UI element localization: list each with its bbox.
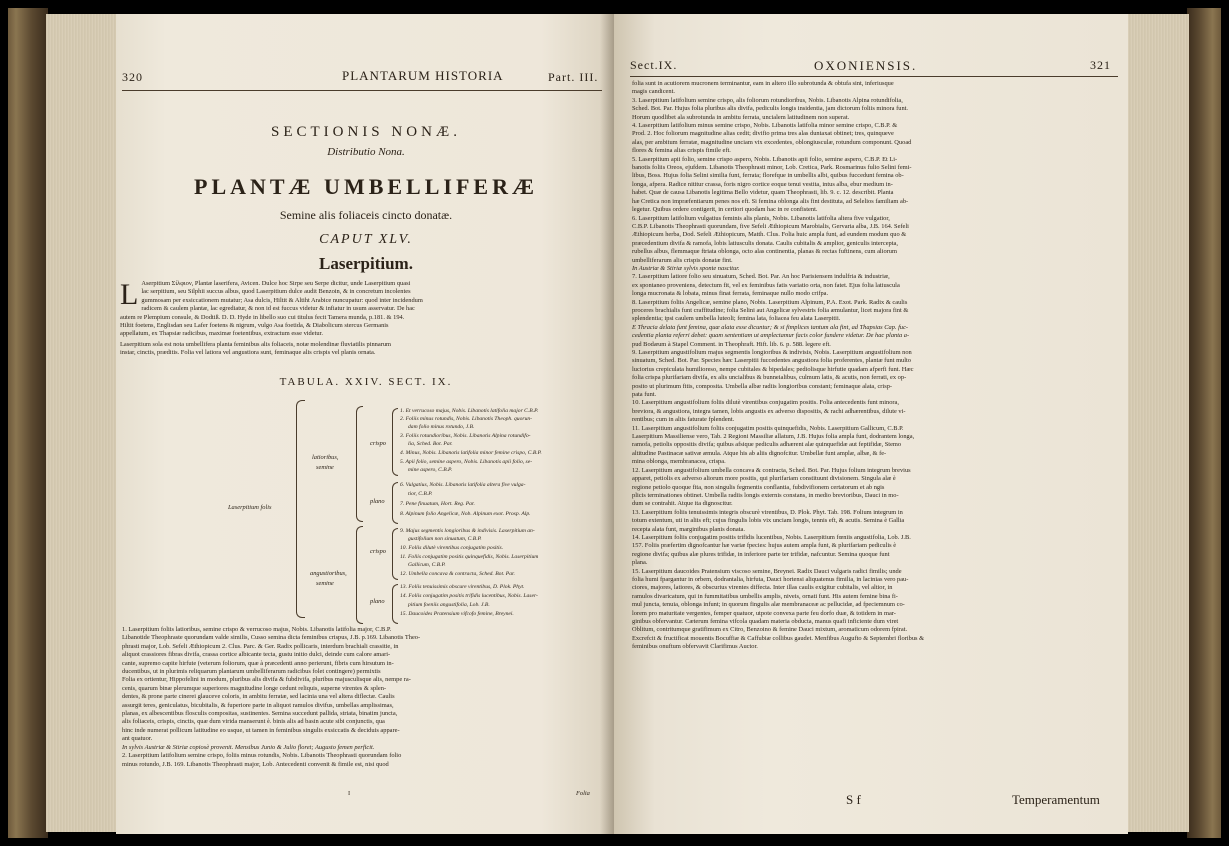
body-line: ducentibus, ut in plurimis reliquarum plantarum umbelliferarum radicibus folet contingere) permixtis: [122, 668, 381, 676]
table-item: 1. Et verrucoso majus, Nobis. Libanotis latifolia major C.B.P.: [400, 408, 539, 414]
body-line: 7. Laserpitium latiore folio seu sinuatum, Sched. Bot. Par. An hoc Parisiensem indulfria & industriæ,: [632, 273, 890, 281]
table-item: 12. Umbella concava & contracta, Sched. Bot. Par.: [400, 571, 515, 577]
body-line: 8. Laserpitium foliis Angelicæ, semine plano, Nobis. Laserpitium Alpinum, P.A. Exot. Park. Radix & caulis: [632, 298, 908, 306]
body-line: ramofa, petiolis oppositis divifa; quibus afsique pediculis adhærent alæ quinquefidæ aut feptifidæ, Stemo: [632, 441, 902, 449]
body-line: 15. Laserpitium daucoides Pratensium viscoso semine, Breynei. Radix Dauci vulgaris radici fimilis; unde: [632, 567, 902, 575]
body-line: dentes, & prone parte cinerei glauceve coloris, in ambitu ferratæ, sed lacinia una vel altera diflectæ. Caulis: [122, 693, 395, 701]
body-line: ciores, majores, latiores, & obscurius virentes diffecta. Inter illas caulis exigitur cubitalis, vel altior, in: [632, 584, 893, 592]
table-item: lia, Sched. Bot. Par.: [408, 441, 453, 447]
body-line: luciorius crepiculata humilioreso, nempe cubitales & bipedales; pediolisque hirfutie quadam afperfi funt. Hæc: [632, 365, 914, 373]
table-title: TABULA. XXIV. SECT. IX.: [279, 376, 453, 388]
subgroup-brace: [392, 584, 398, 624]
body-line: alas, per ambitum ferratæ, magnitudine unciam vix excedentes, oblongiusculæ, rotundum componunt. Quoad: [632, 138, 912, 146]
intro-line: Laserpitium sola est nota umbellifera planta feminibus alis foliaceis, notæ molendinæ fluviatilis pinnarum: [120, 340, 392, 348]
page-edges-right: [1127, 14, 1189, 832]
catchword: Folia: [576, 790, 590, 797]
catchword: Temperamentum: [1012, 792, 1100, 807]
body-line: hæ Cretica non impræfentiarum penes nos eft. Si femina oblonga alis fint destituta, ad Selelios familiam ab-: [632, 197, 909, 205]
table-item: gustifolium non sinuatum, C.B.P.: [408, 536, 482, 542]
body-line: cante, supremo capite hirfute (veterum foliorum, quæ à præcedenti anno perierunt, fibris cum hirsutum in-: [122, 659, 394, 667]
body-line: Prod. 2. Hoc foliorum magnitudine alias cedit; divifio prima tres alas duntaxat obtinet; tres, quinqueve: [632, 130, 894, 138]
body-line: flores & femina alias crispis fimile eft.: [632, 147, 731, 155]
body-line: Excrefcit & fructificat mouentis Bocuffiæ & Caffubiæ collibus gaudet. Menfibus Augufto & Septembri floribus &: [632, 634, 925, 642]
table-item: 15. Daucoides Pratensium vifcofo femine, Breynei.: [400, 611, 514, 617]
body-line: hinc inde numerat pollicum latitudine eo usque, ut tamen in feminibus singulis exsiccatis & deciduis appare-: [122, 726, 400, 734]
subgroup-label: crispo: [370, 440, 386, 447]
body-line: 13. Laserpitium foliis tenuissimis integris obscurè virentibus, D. Plok. Phyt. Tab. 198. Folium integrum in: [632, 508, 903, 516]
body-line: recepta alata funt, marginibus planis donata.: [632, 525, 745, 533]
body-line: 12. Laserpitium angustifolium umbella concava & contracta, Sched. Bot. Par. Hujus folium integrum brevius: [632, 466, 911, 474]
page-edges-left: [46, 14, 116, 832]
class-subtitle: Semine alis foliaceis cincto donatæ.: [279, 208, 453, 222]
table-item: pitium foeniis angustifolia, Lob. J.B.: [408, 602, 490, 608]
subgroup-label: crispo: [370, 548, 386, 555]
body-line: Oblitum, contritumque gratifimum ex Citro, Benzoino & femine Dauci mixtum, aromaticum odorem fpirat.: [632, 626, 908, 634]
body-line: assurgit teres, geniculatus, bicubitalis, & fuperiore parte in aliquot ramulos divifus, umbellas amplissimas,: [122, 701, 394, 709]
body-line: regione petiolo quoque fita, non singulis fegmentis conflantia, fubdivifionem certatorum et ab ngis: [632, 483, 885, 491]
right-page: [614, 14, 1128, 834]
body-line: 157. Foliis præfertim dignofcantur hæ variæ fpecies: hujus autem ampla funt, & plurifariam pediculis è: [632, 542, 897, 550]
body-line: mul juncta, tenuia, oblonga infunt; in quorum fingulis alæ membranaceæ ac pellucidæ, ad fpeciemnum co-: [632, 601, 905, 609]
table-item: tior, C.B.P.: [408, 491, 433, 497]
body-line: banotis foliis Oreos, ejufdem. Libanotis Theophrasti minor, Lob. Cretica, Park. Rosmarinus fulio Selini femi-: [632, 164, 912, 172]
right-running-head: OXONIENSIS.: [814, 58, 918, 73]
body-line: ant quatuor.: [122, 735, 153, 743]
body-line: 14. Laserpitium foliis conjugatim positis trifidis lucentibus, Nobis. Laserpitium fœniis angustifolia, Lob. J.B.: [632, 533, 911, 541]
table-item: 9. Majus segmentis longioribus & indivisis. Laserpitium an-: [400, 528, 535, 534]
table-item: 8. Alpinum folio Angelicæ, Nob. Alpinum exot. Prosp. Alp.: [400, 511, 531, 517]
header-rule: [630, 76, 1118, 77]
drop-cap: L: [120, 278, 139, 311]
body-line: regione divifa; quibus alæ plures trifidæ, in inferiore parte ter trifidæ, nafcuntur. Semina quoque funt: [632, 550, 890, 558]
group-brace: [356, 526, 363, 624]
body-line: folia sunt in acutiorem mucronem terminantur, eam in altero illo subrotunda & obtufa sint, inferiusque: [632, 80, 894, 87]
table-item: 3. Foliis rotundioribus, Nobis. Libanotis Alpina rotundifo-: [400, 433, 531, 439]
table-root-label: Laserpitium folis: [228, 504, 272, 511]
book-cover-right: [1187, 8, 1221, 838]
body-line: libus, Boss. Hujus folia Selini similia funt, ferrata; florefque in umbellis albi, quibus fuccedunt femina ob-: [632, 172, 904, 180]
body-line: C.B.P. Libanotis Theophrasti quorundam, five Sefeli Æthiopicum Marobialis, Gervaria alba, J.B. 164. Sefeli: [632, 222, 909, 230]
body-line: pud Bodæum à Stapel Comment. in Theophraft. Hift. lib. 6. p. 588. legere eft.: [632, 340, 831, 348]
body-line: 6. Laserpitium latifolium vulgatius feminis alis planis, Nobis. Libanotis latifolia altera five vulgatior,: [632, 214, 890, 222]
table-item: dam folio minus rotundo, J.B.: [408, 424, 475, 430]
body-line: lorem pro maturitate vergentes, femper quatuor, utpote convexa parte feu dorfo duæ, & totidem in mar-: [632, 609, 896, 617]
body-line: Libanotide Theophraste quorundam valde similis, Cusso semina dicta feminibus crispus, J.B. p.169. Libanotis Theo-: [122, 634, 421, 642]
body-line: phrasti major, Lob. Sefeli Æthiopicum 2. Clus. Parc. & Ger. Radix pollicaris, interdum brachiali crassitie, in: [122, 642, 399, 650]
body-line: 4. Laserpitium latifolium minus semine crispo, Nobis. Libanotis latifolia minor semine crispo, C.B.P. &: [632, 122, 898, 130]
right-body-text: [632, 80, 1118, 652]
group-label: semine: [316, 464, 334, 471]
body-line: 3. Laserpitium latifolium semine crispo, alis foliorum rotundioribus, Nobis. Libanotis Alpina rotundifolia,: [632, 96, 903, 104]
body-line: longa mucronata & lobata, minus finat ferrata, feminaque nullo modo crifpa.: [632, 290, 829, 298]
group-label: angustioribus,: [310, 570, 347, 577]
table-item: 4. Minus, Nobis. Libanotis latifolia minor femine crispo, C.B.P.: [400, 450, 542, 456]
right-section-marker: Sect.IX.: [630, 58, 678, 72]
body-line: Folia ex ortientur, Hippofelini in modum, pluribus alis divifa & fubdivifa, pluribus majusculisque alis, nempe ra-: [122, 676, 411, 684]
body-line: 10. Laserpitium angustifolium foliis dilutè virentibus conjugatim positis. Folia antecedentis funt minora,: [632, 399, 899, 407]
body-line: Æthiopicum herba, Dod. Sefeli Æthiopicum, Matth. Clus. Folia huic ampla funt, ad eundem modum quo &: [632, 231, 907, 239]
group-brace: [356, 406, 363, 522]
body-line: sinuatum, Sched. Bot. Par. Species hæc Laserpitii fuccedentes angustiora folia proferentes, plantæ funt multo: [632, 357, 911, 365]
left-page: [116, 14, 616, 834]
body-line: In Austriæ & Stiriæ sylvis sponte nascitur.: [632, 264, 740, 272]
subgroup-label: plano: [370, 598, 385, 605]
chapter-subject: Laserpitium.: [319, 254, 413, 273]
root-brace: [296, 400, 305, 618]
intro-line: Aserpitium Σίλφιον, Plantæ laserifera, Avicen. Dulce hoc Sirpe seu Serpe dicitur, unde Laserpitium quasi: [141, 280, 411, 287]
left-part-label: Part. III.: [548, 70, 599, 84]
body-line: plicis terminationes obtinet. Umbella radiis longis externis constans, in medio brevioribus, Dauci in mo-: [632, 491, 899, 499]
body-line: dum se contrahit. Atque ita dignoscitur.: [632, 500, 733, 508]
body-line: mina oblonga, membranacea, crispa.: [632, 458, 726, 466]
left-body-text: [122, 626, 604, 769]
subgroup-brace: [392, 482, 398, 524]
intro-paragraph: [120, 280, 604, 358]
body-line: ramulos divaricatum, qui in fummitatibus umbellis amplis, niveis, ornati funt. His autem femine bina fi-: [632, 592, 898, 600]
body-line: In sylvis Austriæ & Stiriæ copiosè provenit. Mensibus Junio & Julio floret; Augusto femen perficit.: [122, 743, 375, 751]
body-line: 9. Laserpitium angustifolium majus segmentis longioribus & indivisis, Nobis. Laserpitium angustifolium non: [632, 349, 912, 356]
table-item: 2. Foliis minus rotundis, Nobis. Libanotis Theoph. quorun-: [400, 416, 533, 422]
body-line: Laserpitium Massiliense vero, Tab. 2 Regioni Massiliæ allatum, J.B. Hujus folia ampla funt, dodrantem longa,: [632, 433, 915, 441]
subgroup-label: plano: [370, 498, 385, 505]
group-label: semine: [316, 580, 334, 587]
table-item: 6. Vulgatius, Nobis. Libanotis latifolia altera five vulga-: [400, 482, 526, 488]
class-title: PLANTÆ UMBELLIFERÆ: [194, 174, 538, 199]
body-line: umbelliferarum alis crispis donatæ fint.: [632, 256, 733, 264]
body-line: ex spontaneo proveniens, detectum fit, vel ex feminibus fatis variatio orta, non fatet. Ejus folia latiuscula: [632, 281, 900, 289]
body-line: planas, ex albescentibus flosculis compositas, sustinentes. Semina succedunt pallida, striata, binatim juncta,: [122, 710, 398, 718]
body-line: præcedentium divifa & ramofa, lobis latiusculis donata. Caulis cubitalis & amplior, geniculis intercepta,: [632, 239, 898, 247]
table-item: 13. Foliis tenuissimis obscure virentibus, D. Plok. Phyt.: [400, 584, 525, 590]
group-label: latioribus,: [312, 454, 339, 461]
body-line: 11. Laserpitium angustifolium foliis conjugatim positis quinquefidis, Nobis. Laserpitium Gallicum, C.B.P.: [632, 424, 904, 432]
body-line: splendentia; ipsi caulem umbella luteoli; femina lata, foliacea feu alata Laserpitii.: [632, 315, 841, 323]
body-line: 1. Laserpitium foliis latioribus, semine crispo & verrucoso majus, Nobis. Libanotis latifolia major, C.B.P.: [122, 626, 392, 633]
table-item: 7. Pene finuatum, Hort. Reg. Par.: [400, 501, 475, 507]
body-line: Sched. Bot. Par. Hujus folia pluribus alis divifa, pediculis longis insidentia, jam dictorum foliis minora funt.: [632, 105, 909, 113]
body-line: posito ut plurimum fitis, composita. Umbella albæ radiis longioribus constant; feminaque alata, crisp-: [632, 382, 893, 390]
body-line: Horum quodlibet ala subrotunda in ambitu ferrata, uncialem latitudinem non superat.: [632, 113, 850, 121]
body-line: alis foliaceis, crispis, cinctis, quæ dum virida manserunt è. binis alis ad basin acute sibi conjunctis, qua: [122, 718, 385, 726]
body-line: 5. Laserpitium apii folio, semine crispo aspero, Nobis. Libanotis apii folio, semine aspero, C.B.P. Et Li-: [632, 155, 898, 163]
body-line: breviora, & angustiora, integra tamen, lobis angustis ex adverso dispositis, & rachi adhærentibus, dilute vi-: [632, 407, 906, 415]
body-line: cedentia planta referri debet: quam sententiam ut amplectamur facis color fundere videtur. De hac planta a-: [632, 332, 910, 340]
left-page-number: 320: [122, 70, 143, 84]
intro-line: autem re Plempium consule, & Dodtiß. D. D. Hyde in libello suo cui titulus fecit Tamera munda, p.181. & 194.: [120, 313, 405, 321]
body-line: totum extentum, uti in aliis eft; cujus fingulis lobis vix unciam longis, tennis eft, & acutis. Semina è Gallia: [632, 517, 905, 525]
header-rule: [122, 90, 602, 91]
table-item: 5. Apii folio, semine aspero, Nobis. Libanotis apii folio, se-: [400, 459, 533, 465]
intro-line: Hiltit foetens, Englisdan seu Lafer foetens & nigrum, vulgo Asa foetida, & Diabolicum stercus Germanis: [120, 322, 389, 330]
body-line: folia crispa plurifariam divifa, ex alis uncialibus & bunneialibus, culmum latis, & acutis, non ferrati, ex op-: [632, 374, 907, 382]
body-line: rubellus albus, flemmaque ftriata oblonga, octo alas continentia, planas & rectas fuftinens, cum aliorum: [632, 248, 897, 256]
right-page-number: 321: [1090, 58, 1111, 72]
body-line: feminibus onuftum obfervavit Clarifimus Auctor.: [632, 643, 758, 651]
signature-mark: I: [348, 790, 351, 797]
body-line: rentibus; cum in aliis faturate fplendent.: [632, 416, 735, 424]
intro-line: appellatum, ex Thapsiæ radicibus, maximæ foetentibus, extractum esse videtur.: [120, 330, 323, 338]
book-cover-left: [8, 8, 48, 838]
body-line: legetur. Quibus ordere contigerit, in certiori quodam hac in re confistent.: [632, 206, 818, 214]
body-line: apparet, petiolis ex adverso aliorum more positis, qui plurifariam constituunt divisionem. Singula alæ è: [632, 475, 896, 483]
body-line: minus rotundo, J.B. 169. Libanotis Theophrasti major, Lob. Antecedenti convenit & fimile est, nisi quod: [122, 760, 389, 768]
intro-line: radicem & caulem plantæ, lac egrediatur, & non id est fuccus videtur & infiatur in usum asservatur. De hac: [141, 305, 415, 313]
body-line: cenis, quarum binæ plerumque superiores magnitudine longe cedunt reliquis, superne virentes & splen-: [122, 684, 387, 692]
body-line: ginibus obfervantur. Cæterum femina vifcola quadam materia obducta, manus quafi inficiente dum viret: [632, 618, 899, 625]
body-line: folia humi fpargantur in orbem, dodrantalia, hirfuta, Dauci hortensi aliquatenus fimilia, in lacinias vero pau-: [632, 575, 909, 583]
body-line: longa, afpera. Radice nititur crassa, foris nigro cortice eoque tenui vestita, intus alba, ebur medium in-: [632, 180, 893, 188]
intro-line: lac serpitium, seu Silphii succus albus, quod Laserpitium dulce audit Benzoin, & in concretum incolentes: [141, 288, 411, 296]
body-line: proceres brachialis funt craffitudine; folia Selini aut Angelicæ sylvestris folia æmulantur, licet majora fint &: [632, 306, 909, 314]
table-item: mine aspero, C.B.P.: [408, 467, 453, 473]
subgroup-brace: [392, 528, 398, 580]
section-title: SECTIONIS NONÆ.: [270, 124, 461, 140]
table-item: 11. Foliis conjugatim positis quinquefidis, Nobis. Laserpitium: [400, 554, 539, 560]
body-line: 2. Laserpitium latifolium semine crispo, foliis minus rotundis, Nobis. Libanotis Theophrasti quorundam folio: [122, 752, 402, 760]
signature-mark: S f: [846, 792, 861, 807]
body-line: plana.: [632, 559, 648, 567]
table-item: Gallicum, C.B.P.: [408, 562, 446, 568]
left-running-head: PLANTARUM HISTORIA: [342, 68, 504, 83]
subgroup-brace: [392, 408, 398, 476]
body-line: aliquot crassiores fibras divifa, crassa cortice albicante tecta, gustu initio dulci, deinde cum calore amari-: [122, 651, 391, 659]
body-line: E Thracia delata funt femina, quæ alata esse dicuntur; & si fimplices tantum ala fint, ad Thapsias Cap. fuc-: [632, 323, 909, 331]
chapter-heading: CAPUT XLV.: [319, 232, 413, 247]
intro-line: instar, cinctis, præditis. Folia vel latiora vel angustiora sunt, feminaque alis crispis vel planis ornata.: [120, 349, 376, 357]
table-item: 14. Foliis conjugatim positis trifidis lucentibus, Nobis. Laser-: [400, 593, 538, 599]
body-line: pata funt.: [632, 391, 657, 399]
section-subtitle: Distributio Nona.: [327, 146, 405, 158]
intro-line: gummosam per exsiccationem mutatur; Asa dulcis, Hiltit & Altiht Arabice nuncupatur: quod inter incidendum: [141, 296, 423, 304]
body-line: altitudine Pastinacæ sativæ æmula. Atque his ab aliis dignofcitur. Umbellæ funt amplæ, albæ, & fe-: [632, 449, 887, 457]
table-item: 10. Foliis dilutè virentibus conjugatim positis.: [400, 545, 504, 551]
body-line: magis candicent.: [632, 88, 675, 96]
body-line: habet. Quæ de causa Libanotis legitima Bello videtur, quam Theophrasti, lib. 9. c. 12. describit. Planta: [632, 189, 894, 197]
